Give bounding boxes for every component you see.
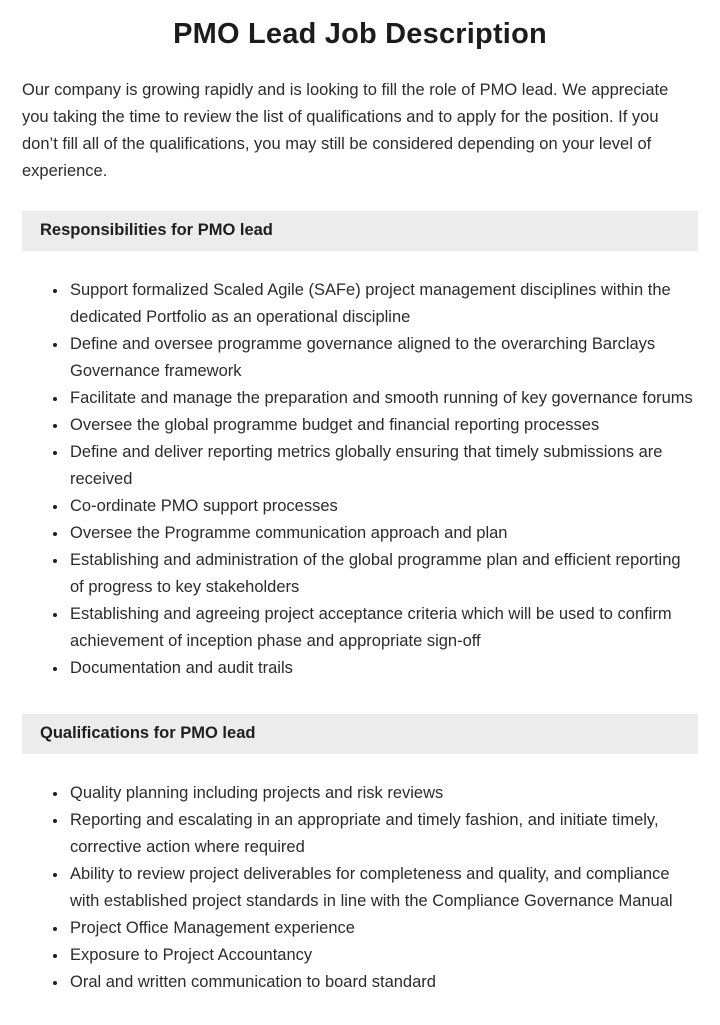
list-item: • Project Office Management experience	[68, 915, 698, 942]
list-item: • Define and deliver reporting metrics globally ensuring that timely submissions are received	[68, 439, 698, 493]
list-item: • Documentation and audit trails	[68, 655, 698, 682]
responsibilities-section	[22, 211, 698, 682]
list-item: • Establishing and administration of the global programme plan and efficient reporting of progress to key stakeholders	[68, 547, 698, 601]
qualifications-heading: Qualifications for PMO lead	[22, 714, 698, 754]
list-item: • Support formalized Scaled Agile (SAFe) project management disciplines within the dedicated Portfolio as an operational discipline	[68, 277, 698, 331]
responsibilities-heading: Responsibilities for PMO lead	[22, 211, 698, 251]
qualifications-section	[22, 714, 698, 996]
list-item: • Oversee the Programme communication approach and plan	[68, 520, 698, 547]
list-item: • Establishing and agreeing project acceptance criteria which will be used to confirm achievement of inception phase and appropriate sign-off	[68, 601, 698, 655]
page-title: PMO Lead Job Description	[173, 18, 547, 50]
list-item: • Exposure to Project Accountancy	[68, 942, 698, 969]
list-item: • Ability to review project deliverables for completeness and quality, and compliance with established project standards in line with the Compliance Governance Manual	[68, 861, 698, 915]
list-item: • Co-ordinate PMO support processes	[68, 493, 698, 520]
list-item: • Oral and written communication to board standard	[68, 969, 698, 996]
list-item: • Facilitate and manage the preparation and smooth running of key governance forums	[68, 385, 698, 412]
qualifications-list	[22, 780, 698, 996]
intro-paragraph: Our company is growing rapidly and is looking to fill the role of PMO lead. We appreciate you taking the time to review the list of qualifications and to apply for the position. If you don’t fill all of the qualifications, you may still be considered depending on your level of experience.	[22, 81, 669, 180]
responsibilities-list	[22, 277, 698, 682]
list-item: • Quality planning including projects and risk reviews	[68, 780, 698, 807]
list-item: • Oversee the global programme budget and financial reporting processes	[68, 412, 698, 439]
list-item: • Reporting and escalating in an appropriate and timely fashion, and initiate timely, corrective action where required	[68, 807, 698, 861]
list-item: • Define and oversee programme governance aligned to the overarching Barclays Governance framework	[68, 331, 698, 385]
